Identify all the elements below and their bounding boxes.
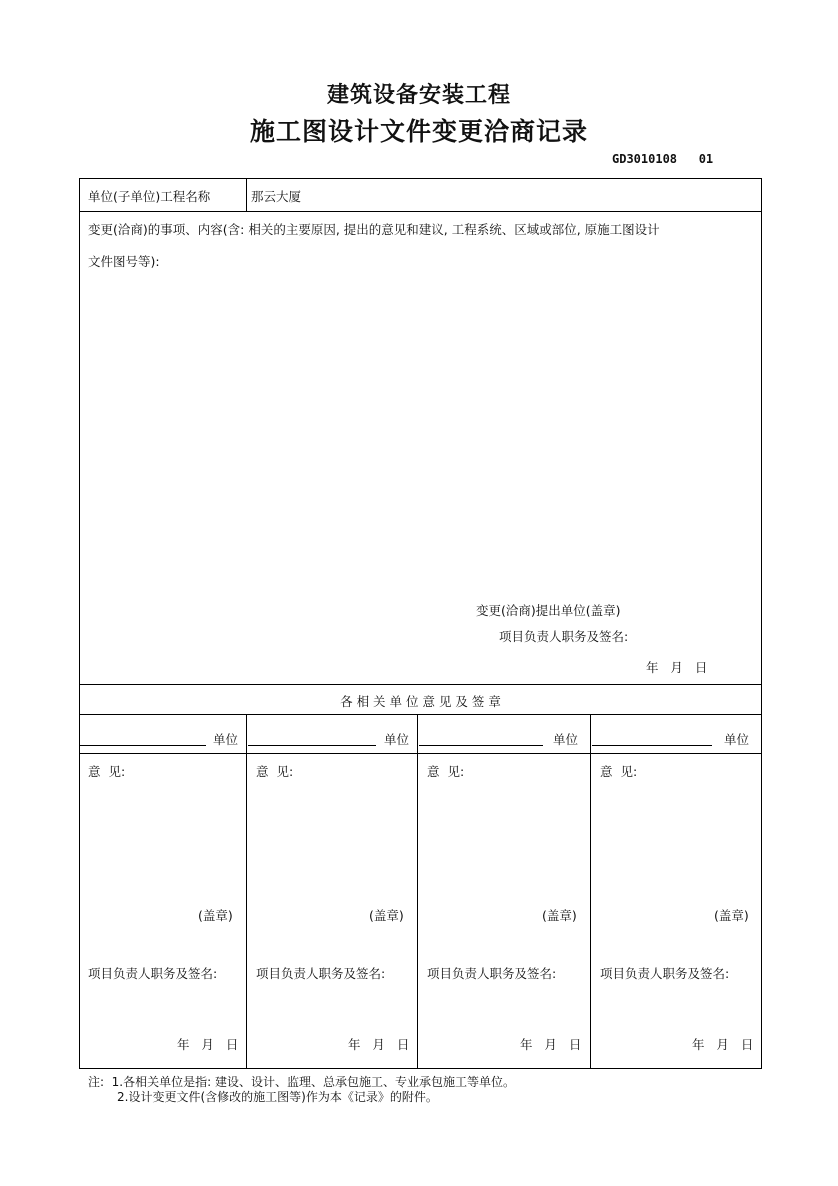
date-label-4: 年 月 日 xyxy=(692,1037,754,1052)
seal-label-3: (盖章) xyxy=(542,908,577,923)
leader-label-3: 项目负责人职务及签名: xyxy=(427,966,557,981)
note-line-2: 2.设计变更文件(含修改的施工图等)作为本《记录》的附件。 xyxy=(117,1090,438,1104)
opinion-label-4: 意 见: xyxy=(600,764,638,779)
note-line-1: 注: 1.各相关单位是指: 建设、设计、监理、总承包施工、专业承包施工等单位。 xyxy=(88,1075,515,1089)
row-divider-change xyxy=(79,684,762,685)
proposer-date-label: 年 月 日 xyxy=(646,660,708,675)
form-table xyxy=(79,178,762,1069)
change-content-label-line2: 文件图号等): xyxy=(88,254,160,269)
project-name-label: 单位(子单位)工程名称 xyxy=(88,189,211,204)
row-divider-project xyxy=(79,211,762,212)
form-title-line1: 建筑设备安装工程 xyxy=(326,82,511,108)
unit-label-2: 单位 xyxy=(384,732,410,747)
opinion-label-3: 意 见: xyxy=(427,764,465,779)
opinion-label-1: 意 见: xyxy=(88,764,126,779)
opinions-section-title: 各 相 关 单 位 意 见 及 签 章 xyxy=(340,694,501,709)
opinion-label-2: 意 见: xyxy=(256,764,294,779)
column-divider-3 xyxy=(590,714,591,1069)
unit-label-3: 单位 xyxy=(553,732,579,747)
unit-label-1: 单位 xyxy=(213,732,239,747)
form-notes xyxy=(88,1075,515,1105)
leader-label-4: 项目负责人职务及签名: xyxy=(600,966,730,981)
proposer-unit-label: 变更(洽商)提出单位(盖章) xyxy=(476,603,621,618)
document-number: GD3010108 01 xyxy=(612,152,714,166)
unit-signature-line-3[interactable] xyxy=(419,745,543,746)
unit-signature-line-1[interactable] xyxy=(80,745,206,746)
unit-signature-line-2[interactable] xyxy=(248,745,376,746)
unit-signature-line-4[interactable] xyxy=(592,745,712,746)
seal-label-4: (盖章) xyxy=(714,908,749,923)
project-name-value[interactable]: 那云大厦 xyxy=(251,189,302,204)
unit-label-4: 单位 xyxy=(724,732,750,747)
column-divider-2 xyxy=(417,714,418,1069)
column-divider-1 xyxy=(246,714,247,1069)
change-content-label-line1: 变更(洽商)的事项、内容(含: 相关的主要原因, 提出的意见和建议, 工程系统、区域或部位, 原施工图设计 xyxy=(88,222,660,237)
leader-label-2: 项目负责人职务及签名: xyxy=(256,966,386,981)
project-cell-divider xyxy=(246,178,247,211)
form-title-line2: 施工图设计文件变更洽商记录 xyxy=(249,117,588,146)
proposer-leader-label: 项目负责人职务及签名: xyxy=(499,629,629,644)
seal-label-2: (盖章) xyxy=(369,908,404,923)
date-label-2: 年 月 日 xyxy=(348,1037,410,1052)
row-divider-section-title xyxy=(79,714,762,715)
date-label-3: 年 月 日 xyxy=(520,1037,582,1052)
leader-label-1: 项目负责人职务及签名: xyxy=(88,966,218,981)
date-label-1: 年 月 日 xyxy=(177,1037,239,1052)
seal-label-1: (盖章) xyxy=(198,908,233,923)
row-divider-units xyxy=(79,753,762,754)
